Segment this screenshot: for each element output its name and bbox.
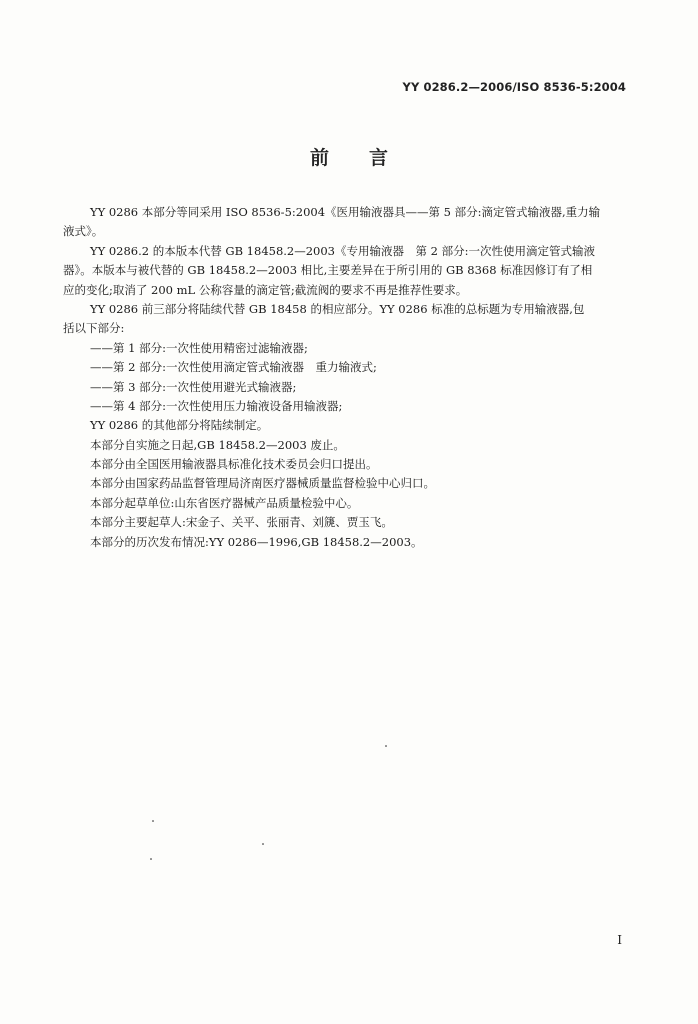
scan-speck bbox=[262, 843, 264, 845]
paragraph-2-line-2: 器》。本版本与被代替的 GB 18458.2—2003 相比,主要差异在于所引用的 GB 8368 标准因修订有了相 bbox=[63, 263, 593, 278]
statement-drafting-unit: 本部分起草单位:山东省医疗器械产品质量检验中心。 bbox=[90, 495, 359, 510]
statement-effective: 本部分自实施之日起,GB 18458.2—2003 废止。 bbox=[90, 437, 345, 452]
paragraph-1-line-1: YY 0286 本部分等同采用 ISO 8536-5:2004《医用输液器具——第 5 部分:滴定管式输液器,重力输 bbox=[90, 205, 601, 219]
title-char-1: 前 bbox=[309, 147, 329, 169]
list-item: ——第 2 部分:一次性使用滴定管式输液器 重力输液式; bbox=[90, 360, 377, 375]
statement-centralized-by: 本部分由国家药品监督管理局济南医疗器械质量监督检验中心归口。 bbox=[90, 476, 435, 491]
statement-history: 本部分的历次发布情况:YY 0286—1996,GB 18458.2—2003。 bbox=[90, 534, 423, 549]
paragraph-3-line-1: YY 0286 前三部分将陆续代替 GB 18458 的相应部分。YY 0286 标准的总标题为专用输液器,包 bbox=[90, 301, 585, 316]
paragraph-3-line-2: 括以下部分: bbox=[63, 321, 125, 336]
page-title bbox=[0, 143, 698, 170]
scan-speck bbox=[152, 820, 154, 822]
paragraph-2-line-1: YY 0286.2 的本版本代替 GB 18458.2—2003《专用输液器 第 2 部分:一次性使用滴定管式输液 bbox=[90, 243, 596, 258]
list-item: ——第 3 部分:一次性使用避光式输液器; bbox=[90, 379, 297, 394]
list-item: ——第 4 部分:一次性使用压力输液设备用输液器; bbox=[90, 398, 343, 413]
title-char-2: 言 bbox=[369, 147, 389, 169]
statement-other-parts: YY 0286 的其他部分将陆续制定。 bbox=[90, 418, 269, 433]
paragraph-2-line-3: 应的变化;取消了 200 mL 公称容量的滴定管;截流阀的要求不再是推荐性要求。 bbox=[63, 282, 468, 297]
statement-drafters: 本部分主要起草人:宋金子、关平、张丽青、刘篪、贾玉飞。 bbox=[90, 515, 393, 530]
scan-speck bbox=[150, 858, 152, 860]
preface-body bbox=[63, 203, 628, 552]
page-number: I bbox=[617, 933, 622, 947]
list-item: ——第 1 部分:一次性使用精密过滤输液器; bbox=[90, 340, 308, 355]
standard-number-header: YY 0286.2—2006/ISO 8536-5:2004 bbox=[402, 80, 626, 94]
statement-proposed-by: 本部分由全国医用输液器具标准化技术委员会归口提出。 bbox=[90, 457, 378, 472]
scan-speck bbox=[385, 745, 387, 747]
paragraph-1-line-2: 液式》。 bbox=[63, 224, 104, 239]
